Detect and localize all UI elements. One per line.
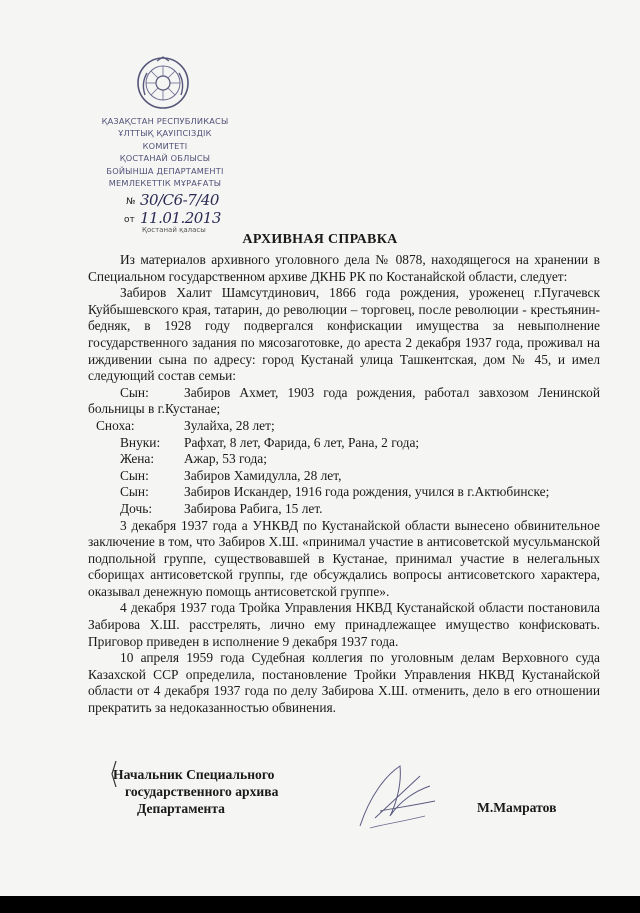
stamp-city: Қостанай қаласы — [142, 226, 206, 234]
family-row — [88, 501, 600, 518]
family-desc: Забиров Ахмет, 1903 года рождения, работал завхозом Ленинской — [184, 384, 600, 400]
family-row — [88, 401, 600, 418]
family-role: Сын: — [120, 467, 149, 483]
stamp-line: КОМИТЕТІ — [142, 140, 188, 151]
family-role: Сын: — [120, 384, 149, 400]
stamp-line: ҚОСТАНАЙ ОБЛЫСЫ — [119, 153, 211, 164]
reg-date-value: 11.01.2013 — [140, 209, 221, 227]
reg-no-value: 30/С6-7/40 — [140, 191, 219, 209]
family-row — [88, 484, 600, 501]
signatory-name: М.Мамратов — [477, 800, 557, 815]
family-list — [88, 385, 600, 518]
family-desc: Ажар, 53 года; — [184, 451, 267, 467]
family-row — [88, 451, 600, 468]
stamp-line: ҚАЗАҚСТАН РЕСПУБЛИКАСЫ — [101, 116, 229, 126]
position-line: Департамента — [137, 801, 225, 816]
position-line: Начальник Специального — [113, 767, 275, 782]
document-body — [88, 252, 600, 717]
biography-paragraph: Забиров Халит Шамсутдинович, 1866 года рождения, уроженец г.Пугачевск Куйбышевского края, татарин, до революции – торговец, после революции - крестьянин-бедняк, в 1928 году подвергался конфискации имущества за невыполнение государственного задания по мясозаготовке, до ареста 2 декабря 1937 года, проживал на иждивении сына по адресу: город Кустанай улица Ташкентская, дом № 45, и имел следующий состав семьи: — [88, 285, 600, 384]
bottom-border — [0, 896, 640, 913]
stamp-text — [80, 115, 250, 189]
family-role: Жена: — [120, 451, 155, 467]
family-row — [88, 468, 600, 485]
family-desc: Забирова Рабига, 15 лет. — [184, 500, 323, 516]
reg-date-prefix: от — [124, 215, 135, 225]
handwritten-signature — [340, 756, 450, 836]
intro-paragraph: Из материалов архивного уголовного дела № 0878, находящегося на хранении в Специальном государственном архиве ДКНБ РК по Костанайской области, следует: — [88, 252, 600, 284]
family-row — [88, 385, 600, 402]
kazakhstan-emblem-icon — [135, 55, 191, 111]
rehabilitation-paragraph: 10 апреля 1959 года Судебная коллегия по уголовным делам Верховного суда Казахской ССР определила, постановление Тройки Управления НКВД Кустанайской области от 4 декабря 1937 года по делу Забирова Х.Ш. отменить, дело в его отношении прекратить за недоказанностью обвинения. — [88, 650, 600, 716]
signatory-position — [113, 766, 278, 817]
stamp-line: МЕМЛЕКЕТТІК МҰРАҒАТЫ — [108, 178, 222, 189]
stamp-line: БОЙЫНША ДЕПАРТАМЕНТІ — [106, 165, 224, 176]
family-role: Дочь: — [120, 500, 153, 516]
stamp-line: ҰЛТТЫҚ ҚАУІПСІЗДІК — [118, 128, 212, 139]
sentence-paragraph: 4 декабря 1937 года Тройка Управления НКВД Кустанайской области постановила Забирова Х.Ш. расстрелять, лично ему принадлежащее имущество конфисковать. Приговор приведен в исполнение 9 декабря 1937 года. — [88, 600, 600, 649]
family-desc: Зулайха, 28 лет; — [184, 417, 275, 433]
reg-no-prefix: № — [126, 197, 136, 207]
accusation-paragraph: 3 декабря 1937 года а УНКВД по Кустанайской области вынесено обвинительное заключение в том, что Забиров Х.Ш. «принимал участие в антисоветской мусульманской подпольной группе, существовавшей в Кустанае, принимал участие в нелегальных сборищах антисоветской группы, где обсуждались вопросы антисоветского характера, оказывал денежную помощь антисоветской группе». — [88, 517, 600, 599]
family-role: Сноха: — [96, 417, 135, 433]
family-row — [88, 418, 600, 435]
family-desc: Забиров Хамидулла, 28 лет, — [184, 467, 342, 483]
family-role: Сын: — [120, 484, 149, 500]
family-desc: Рафхат, 8 лет, Фарида, 6 лет, Рана, 2 года; — [184, 434, 420, 450]
family-desc: Забиров Искандер, 1916 года рождения, учился в г.Актюбинске; — [184, 484, 550, 500]
family-role: Внуки: — [120, 434, 161, 450]
family-row — [88, 435, 600, 452]
position-line: государственного архива — [125, 784, 279, 799]
family-desc: больницы в г.Кустанае; — [88, 401, 221, 417]
document-title: АРХИВНАЯ СПРАВКА — [242, 232, 398, 247]
